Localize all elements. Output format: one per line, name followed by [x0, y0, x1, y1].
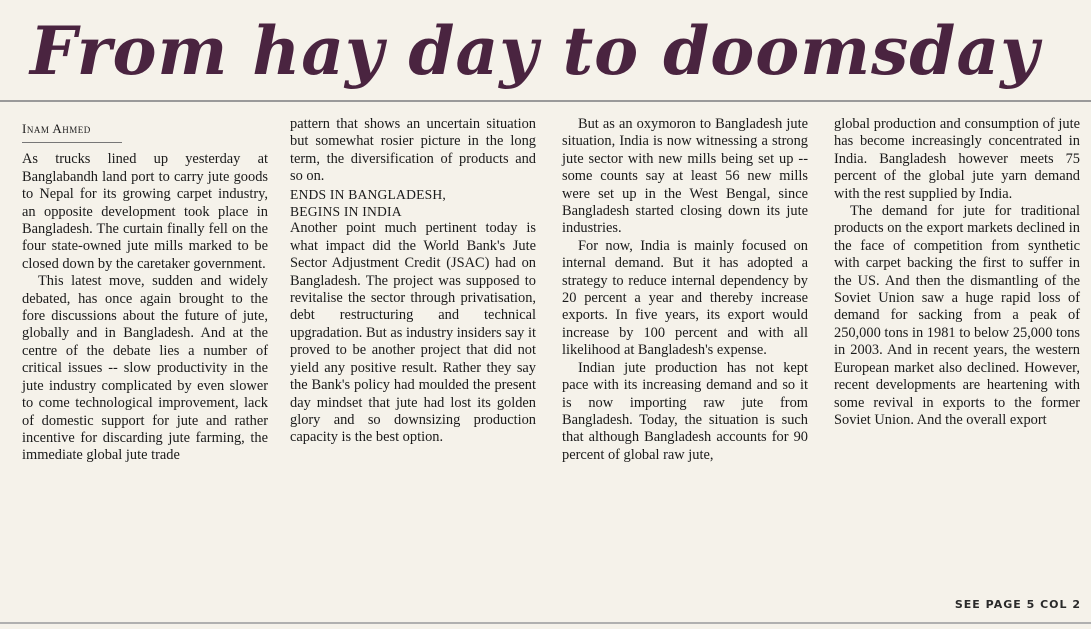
paragraph: The demand for jute for traditional products on the export markets declined in the face of competition from synthetic with carpet backing the first to suffer in the US. And then the dismantling of the Soviet Union saw a huge rapid loss of demand for sacking from a peak of 250,000 tons in 1981 to below 25,000 tons in 2003. And in recent years, the western European market also declined. However, recent developments are heartening with some revival in exports to the former Soviet Union. And the overall export [834, 203, 1080, 428]
column-1 [22, 118, 268, 465]
headline-rule [0, 100, 1091, 102]
paragraph: Another point much pertinent today is what impact did the World Bank's Jute Sector Adjustment Credit (JSAC) had on Bangladesh. The project was supposed to revitalise the sector through privatisation, debt restructuring and technical upgradation. But as industry insiders say it proved to be another project that did not yield any positive result. Rather they say the Bank's policy had moulded the present day mindset that jute had lost its golden glory and so downsizing production capacity is the best option. [290, 220, 536, 446]
column-4 [834, 116, 1080, 429]
paragraph: This latest move, sudden and widely debated, has once again brought to the fore discussions about the future of jute, globally and in Bangladesh. And at the centre of the debate lies a number of critical issues -- slow productivity in the jute industry complicated by even slower to come technological improvement, lack of domestic support for jute and rather incentive for discarding jute farming, the immediate global jute trade [22, 273, 268, 464]
subheading [290, 186, 536, 221]
column-3 [562, 116, 808, 464]
paragraph: Indian jute production has not kept pace with its increasing demand and so it is now importing raw jute from Bangladesh. Today, the situation is such that although Bangladesh accounts for 90 percent of global raw jute, [562, 359, 808, 463]
paragraph: As trucks lined up yesterday at Banglabandh land port to carry jute goods to Nepal for its growing carpet industry, an opposite development took place in Bangladesh. The curtain finally fell on the four state-owned jute mills marked to be closed down by the caretaker government. [22, 151, 268, 272]
column-2 [290, 116, 536, 447]
headline: From hay day to doomsday [30, 12, 1040, 90]
bottom-rule [0, 622, 1091, 624]
paragraph: global production and consumption of jute has become increasingly concentrated in India. Bangladesh however meets 75 percent of the global jute yarn demand with the rest supplied by India. [834, 116, 1080, 202]
subheading-line-2: BEGINS IN INDIA [290, 204, 402, 220]
byline: Inam Ahmed [22, 120, 122, 143]
jump-line: SEE PAGE 5 COL 2 [954, 598, 1081, 611]
paragraph: For now, India is mainly focused on internal demand. But it has adopted a strategy to reduce internal dependency by 20 percent a year and thereby increase exports. In five years, its export would increase by 100 percent and with all likelihood at Bangladesh's expense. [562, 237, 808, 359]
paragraph: But as an oxymoron to Bangladesh jute situation, India is now witnessing a strong jute sector with new mills being set up -- some counts say at least 56 new mills were set up in the West Bengal, since Bangladesh started closing down its jute industries. [562, 116, 808, 237]
paragraph: pattern that shows an uncertain situation but somewhat rosier picture in the long term, the diversification of products and so on. [290, 116, 536, 185]
subheading-line-1: ENDS IN BANGLADESH, [290, 186, 446, 202]
